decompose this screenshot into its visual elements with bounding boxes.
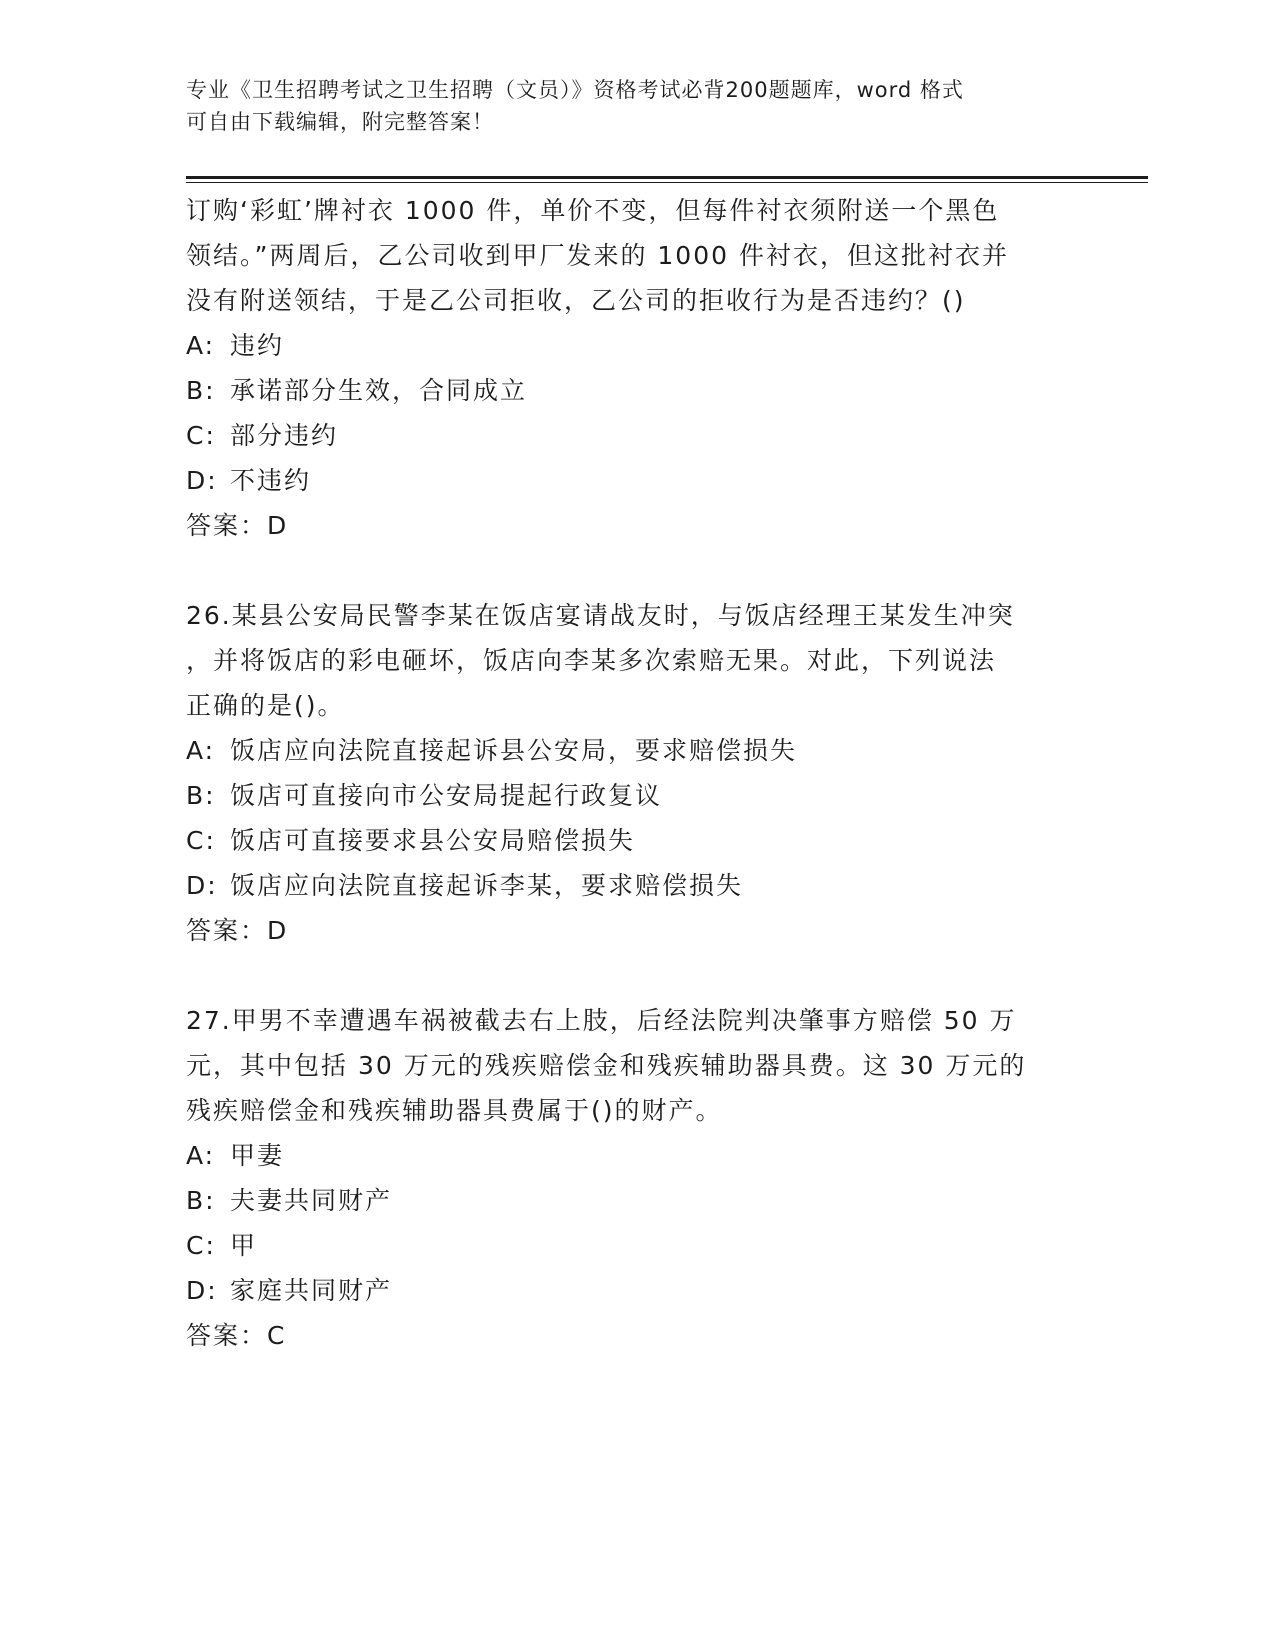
option-letter: C: [186,421,216,450]
option-letter: A: [186,1141,216,1170]
question-stem-line: 残疾赔偿金和残疾辅助器具费属于()的财产。 [186,1096,723,1125]
option-letter: D: [186,1276,218,1305]
option-letter: B: [186,376,216,405]
question-spacer [186,953,1086,998]
answer-line: 答案：C [186,1321,287,1350]
question-stem-line: 订购‘彩虹’牌衬衣 1000 件，单价不变，但每件衬衣须附送一个黑色 [186,196,1000,225]
option-text: 饭店应向法院直接起诉县公安局，要求赔偿损失 [230,736,798,765]
page-header [186,74,1066,138]
question-stem-line: 27.甲男不幸遭遇车祸被截去右上肢，后经法院判决肇事方赔偿 50 万 [186,1006,1017,1035]
option-c [186,1223,1086,1268]
header-line-2: 可自由下载编辑，附完整答案！ [186,110,494,134]
option-letter: D: [186,871,218,900]
option-text: 饭店可直接要求县公安局赔偿损失 [230,826,636,855]
option-a [186,728,1086,773]
option-c [186,818,1086,863]
option-text: 承诺部分生效，合同成立 [230,376,528,405]
option-d [186,863,1086,908]
option-a [186,1133,1086,1178]
option-letter: D: [186,466,218,495]
option-b [186,368,1086,413]
option-text: 甲妻 [230,1141,285,1170]
option-d [186,458,1086,503]
option-letter: C: [186,1231,216,1260]
option-text: 违约 [230,331,285,360]
option-d [186,1268,1086,1313]
question-stem-line: 26.某县公安局民警李某在饭店宴请战友时，与饭店经理王某发生冲突 [186,601,1015,630]
question-27 [186,998,1086,1358]
document-body [186,188,1086,1358]
question-stem-line: ，并将饭店的彩电砸坏，饭店向李某多次索赔无果。对此，下列说法 [186,646,997,675]
question-stem-line: 领结。”两周后，乙公司收到甲厂发来的 1000 件衬衣，但这批衬衣并 [186,241,1009,270]
option-letter: C: [186,826,216,855]
option-text: 部分违约 [230,421,339,450]
header-line-1: 专业《卫生招聘考试之卫生招聘（文员）》资格考试必背200题题库，word 格式 [186,78,964,102]
question-stem-line: 元，其中包括 30 万元的残疾赔偿金和残疾辅助器具费。这 30 万元的 [186,1051,1027,1080]
answer-line: 答案：D [186,511,289,540]
option-b [186,773,1086,818]
option-letter: B: [186,1186,216,1215]
question-stem-line: 没有附送领结，于是乙公司拒收，乙公司的拒收行为是否违约？() [186,286,966,315]
header-divider-thick [186,176,1148,179]
question-26 [186,593,1086,953]
option-text: 不违约 [230,466,312,495]
header-divider-thin [186,182,1148,183]
option-letter: A: [186,736,216,765]
question-25 [186,188,1086,548]
question-stem-line: 正确的是()。 [186,691,345,720]
option-letter: B: [186,781,216,810]
option-text: 夫妻共同财产 [230,1186,393,1215]
question-spacer [186,548,1086,593]
option-text: 甲 [230,1231,258,1260]
option-b [186,1178,1086,1223]
option-letter: A: [186,331,216,360]
option-a [186,323,1086,368]
option-text: 饭店应向法院直接起诉李某，要求赔偿损失 [230,871,744,900]
option-text: 饭店可直接向市公安局提起行政复议 [230,781,663,810]
option-text: 家庭共同财产 [230,1276,393,1305]
option-c [186,413,1086,458]
answer-line: 答案：D [186,916,289,945]
